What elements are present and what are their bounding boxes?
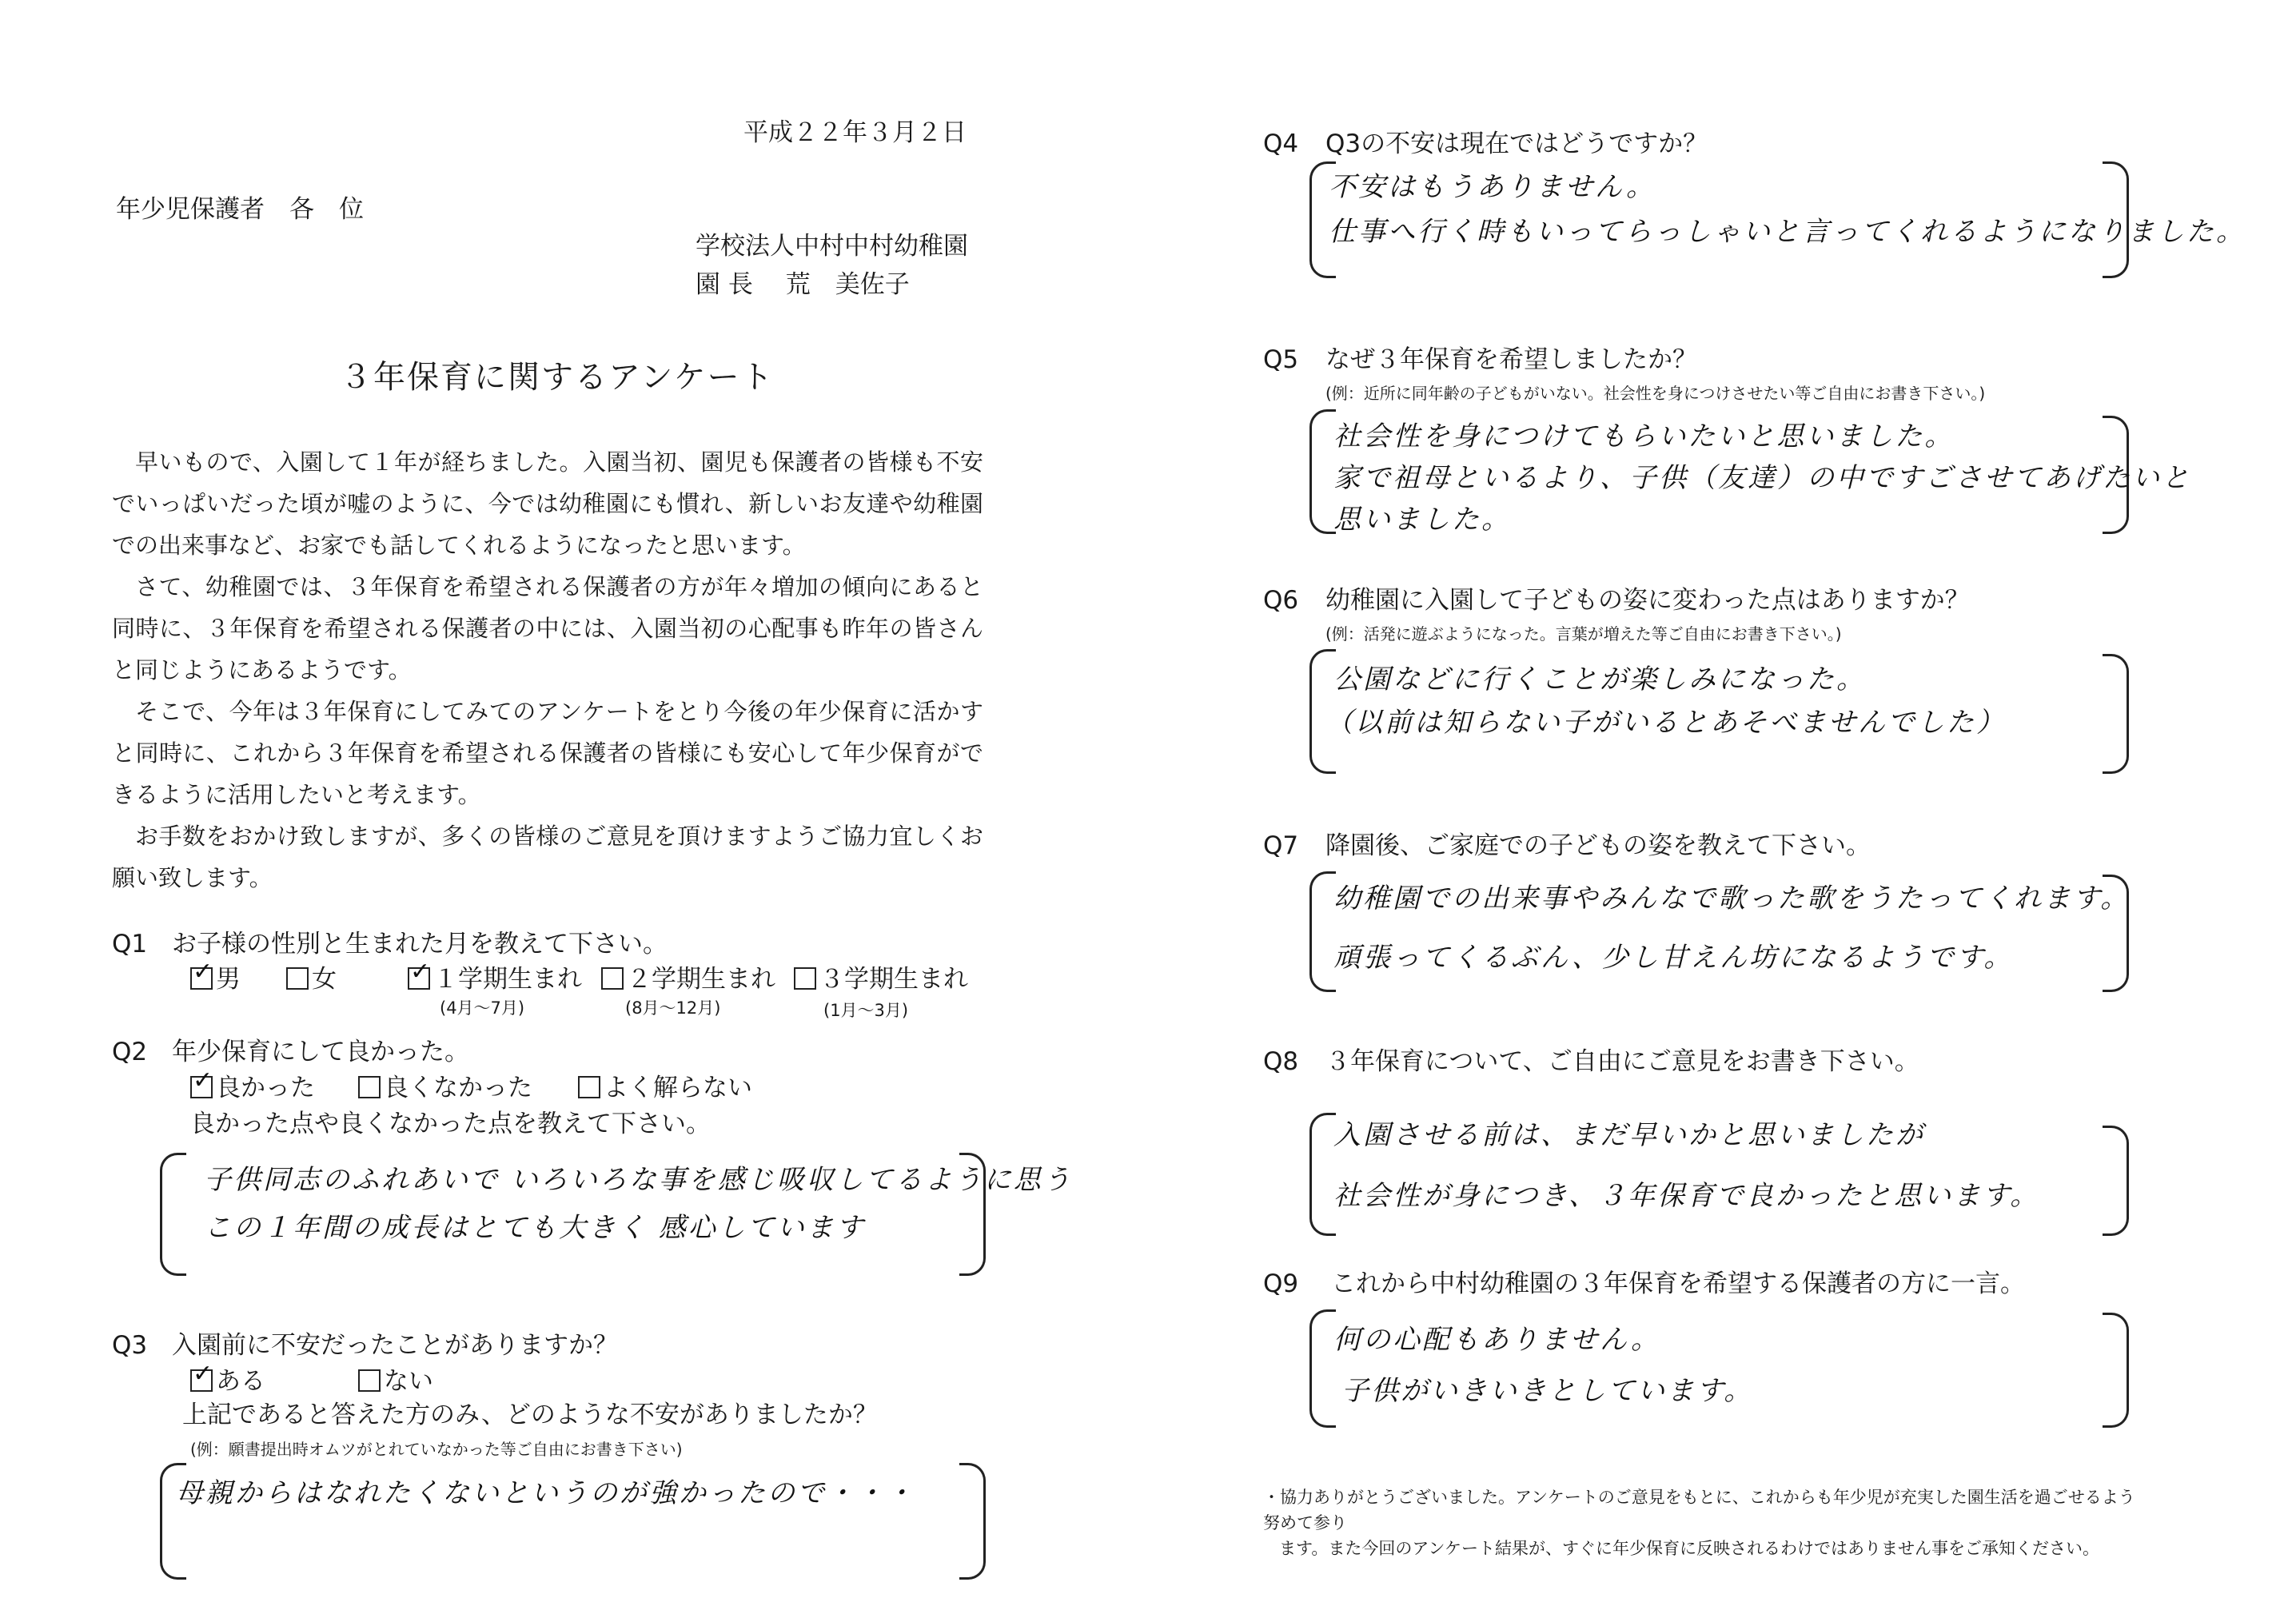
school-name: 学校法人中村中村幼稚園 — [696, 232, 968, 261]
q4-answer-line: 仕事へ行く時もいってらっしゃいと言ってくれるようになりました。 — [1329, 216, 2246, 248]
q5-example: (例：近所に同年齢の子どもがいない。社会性を身につけさせたい等ご自由にお書き下さい。) — [1325, 384, 1986, 403]
q6-answer-line: 公園などに行くことが楽しみになった。 — [1333, 664, 1866, 695]
intro-paragraph: さて、幼稚園では、３年保育を希望される保護者の方が年々増加の傾向にあると同時に、３年保育を希望される保護者の中には、入園当初の心配事も昨年の皆さんと同じようにあるようです。 — [112, 573, 983, 683]
q9-answer-line: 子供がいきいきとしています。 — [1341, 1375, 1754, 1407]
checkbox-icon[interactable] — [358, 1076, 381, 1098]
q8-question: ３年保育について、ご自由にご意見をお書き下さい。 — [1325, 1047, 1919, 1076]
option-label: ３学期生まれ — [819, 965, 968, 994]
q1-question: お子様の性別と生まれた月を教えて下さい。 — [172, 930, 668, 958]
answer-bracket-left — [1309, 409, 1336, 534]
q2-option-bad[interactable] — [358, 1074, 532, 1103]
checkbox-icon[interactable] — [358, 1369, 381, 1392]
q3-option-yes[interactable] — [190, 1367, 265, 1397]
q7-answer-line: 頑張ってくるぶん、少し甘えん坊になるようです。 — [1333, 942, 2014, 974]
q9-label: Q9 — [1263, 1269, 1299, 1298]
q2-label: Q2 — [112, 1038, 148, 1066]
q3-answer-line: 母親からはなれたくないというのが強かったので・・・ — [176, 1477, 915, 1509]
q7-answer-line: 幼稚園での出来事やみんなで歌った歌をうたってくれます。 — [1333, 883, 2131, 915]
option-label: よく解らない — [604, 1074, 752, 1102]
footer-note-line: ・協力ありがとうございました。アンケートのご意見をもとに、これからも年少児が充実した園生活を過ごせるよう努めて参り — [1263, 1488, 2135, 1532]
term2-months: (8月～12月) — [625, 998, 721, 1018]
q6-label: Q6 — [1263, 586, 1299, 615]
checkbox-checked-icon[interactable] — [190, 967, 213, 990]
q6-answer-line: （以前は知らない子がいるとあそべませんでした） — [1325, 707, 2006, 739]
checkbox-icon[interactable] — [578, 1076, 600, 1098]
checkbox-checked-icon[interactable] — [190, 1369, 213, 1392]
q4-label: Q4 — [1263, 130, 1299, 158]
checkbox-icon[interactable] — [286, 967, 309, 990]
q2-option-good[interactable] — [190, 1074, 315, 1103]
q1-option-boy[interactable] — [190, 965, 241, 994]
option-label: １学期生まれ — [433, 965, 582, 994]
option-label: 男 — [216, 965, 241, 994]
q3-option-no[interactable] — [358, 1367, 433, 1397]
term1-months: (4月～7月) — [440, 998, 525, 1018]
answer-bracket-right — [2103, 1126, 2129, 1236]
q1-label: Q1 — [112, 930, 148, 958]
q8-answer-line: 入園させる前は、まだ早いかと思いましたが — [1333, 1119, 1925, 1151]
checkbox-icon[interactable] — [601, 967, 624, 990]
intro-paragraph: そこで、今年は３年保育にしてみてのアンケートをとり今後の年少保育に活かすと同時に、これから３年保育を希望される保護者の皆様にも安心して年少保育ができるように活用したいと考えます。 — [112, 698, 983, 808]
intro-paragraph: お手数をおかけ致しますが、多くの皆様のご意見を頂けますようご協力宜しくお願い致します。 — [112, 823, 983, 891]
q2-answer-line: この１年間の成長はとても大きく 感心しています — [204, 1212, 866, 1244]
q9-answer-line: 何の心配もありません。 — [1333, 1324, 1661, 1356]
checkbox-checked-icon[interactable] — [408, 967, 430, 990]
q5-answer-line: 社会性を身につけてもらいたいと思いました。 — [1333, 420, 1955, 452]
recipient: 年少児保護者 各 位 — [116, 195, 364, 224]
q3-question: 入園前に不安だったことがありますか？ — [172, 1331, 618, 1360]
q7-question: 降園後、ご家庭での子どもの姿を教えて下さい。 — [1325, 831, 1871, 860]
q1-option-girl[interactable] — [286, 965, 337, 994]
answer-bracket-left — [1309, 871, 1336, 992]
option-label: 良かった — [216, 1074, 315, 1102]
answer-bracket-right — [2103, 1313, 2129, 1428]
q7-label: Q7 — [1263, 831, 1299, 860]
q5-answer-line: 思いました。 — [1333, 504, 1511, 536]
principal-name: 園 長 荒 美佐子 — [696, 270, 910, 299]
checkbox-icon[interactable] — [794, 967, 816, 990]
q9-question: これから中村幼稚園の３年保育を希望する保護者の方に一言。 — [1331, 1269, 2025, 1298]
q2-question: 年少保育にして良かった。 — [172, 1038, 469, 1066]
q3-example: (例：願書提出時オムツがとれていなかった等ご自由にお書き下さい) — [190, 1440, 683, 1459]
option-label: ある — [216, 1367, 265, 1396]
q8-answer-line: 社会性が身につき、３年保育で良かったと思います。 — [1333, 1180, 2040, 1212]
option-label: ２学期生まれ — [627, 965, 775, 994]
q3-label: Q3 — [112, 1331, 148, 1360]
q4-answer-line: 不安はもうありません。 — [1329, 171, 1656, 203]
q6-example: (例：活発に遊ぶようになった。言葉が増えた等ご自由にお書き下さい。) — [1325, 624, 1842, 644]
answer-bracket-right — [2103, 654, 2129, 774]
intro-paragraph: 早いもので、入園して１年が経ちました。入園当初、園児も保護者の皆様も不安でいっぱいだった頃が嘘のように、今では幼稚園にも慣れ、新しいお友達や幼稚園での出来事など、お家でも話してくれるようになったと思います。 — [112, 448, 983, 559]
option-label: 良くなかった — [384, 1074, 532, 1102]
answer-bracket-right — [959, 1463, 986, 1580]
q4-question: Q3の不安は現在ではどうですか？ — [1325, 130, 1708, 158]
answer-bracket-left — [160, 1153, 186, 1276]
q5-label: Q5 — [1263, 345, 1299, 374]
checkbox-checked-icon[interactable] — [190, 1076, 213, 1098]
term3-months: (1月～3月) — [823, 1001, 909, 1020]
footer-note — [1263, 1484, 2151, 1561]
date: 平成２２年３月２日 — [743, 118, 967, 147]
q2-followup: 良かった点や良くなかった点を教えて下さい。 — [190, 1110, 711, 1138]
intro-text — [112, 441, 983, 899]
page-title: ３年保育に関するアンケート — [340, 359, 775, 396]
q1-option-term3[interactable] — [794, 965, 968, 994]
footer-note-line: ます。また今回のアンケート結果が、すぐに年少保育に反映されるわけではありません事をご承知ください。 — [1279, 1539, 2100, 1558]
answer-bracket-left — [1309, 1113, 1336, 1236]
q2-answer-line: 子供同志のふれあいで いろいろな事を感じ吸収してるように思う — [204, 1164, 1073, 1196]
q1-option-term2[interactable] — [601, 965, 775, 994]
option-label: ない — [384, 1367, 433, 1396]
q5-answer-line: 家で祖母といるより、子供（友達）の中ですごさせてあげたいと — [1333, 462, 2191, 494]
q2-option-unsure[interactable] — [578, 1074, 752, 1103]
q8-label: Q8 — [1263, 1047, 1299, 1076]
q1-option-term1[interactable] — [408, 965, 582, 994]
q5-question: なぜ３年保育を希望しましたか？ — [1325, 345, 1697, 374]
answer-bracket-left — [1309, 1309, 1336, 1428]
q3-followup: 上記であると答えた方のみ、どのような不安がありましたか？ — [182, 1401, 878, 1429]
q6-question: 幼稚園に入園して子どもの姿に変わった点はありますか？ — [1325, 586, 1970, 615]
option-label: 女 — [312, 965, 337, 994]
